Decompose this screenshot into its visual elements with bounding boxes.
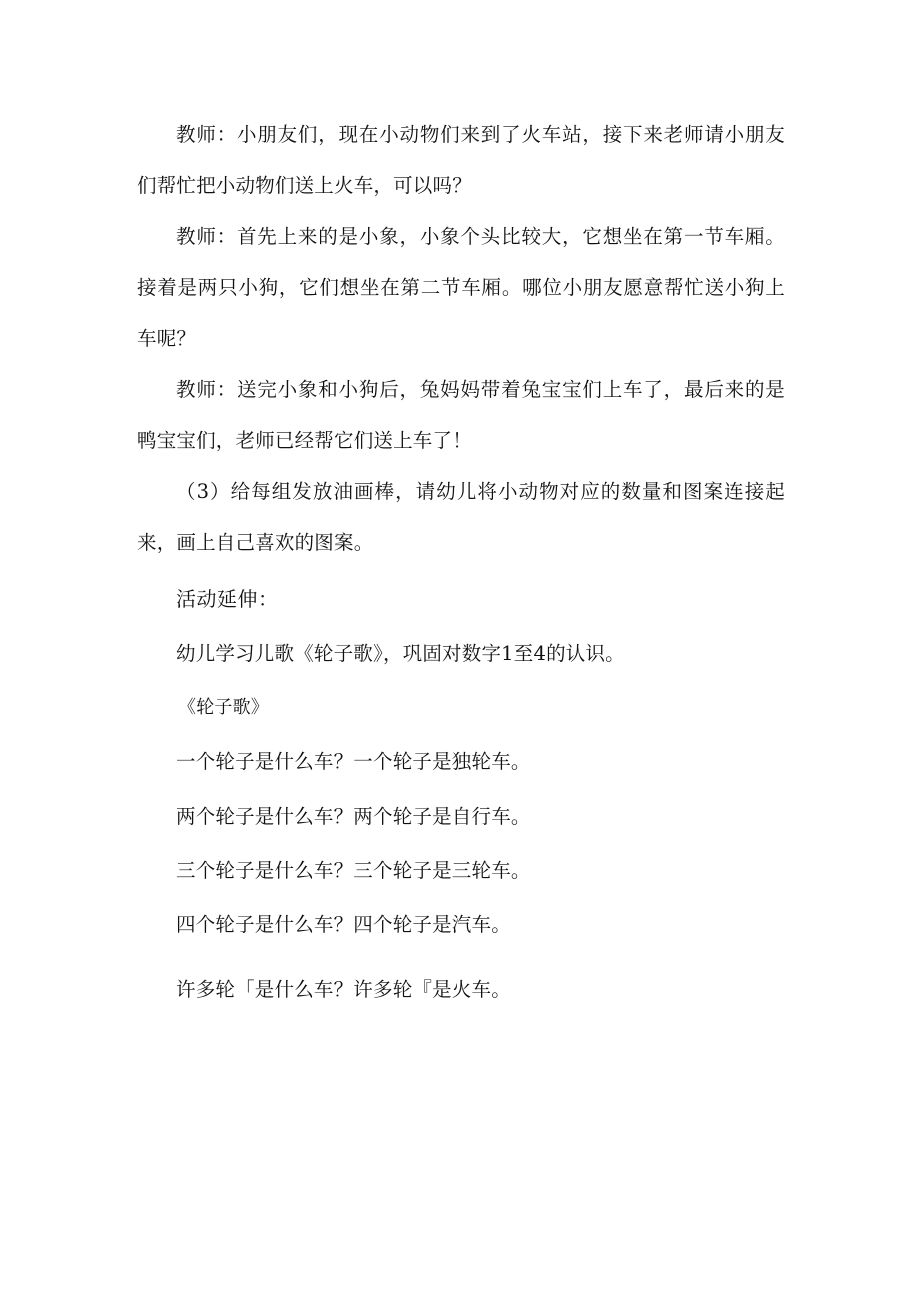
song-verse-3: 三个轮子是什么车？三个轮子是三轮车。 (176, 859, 531, 882)
paragraph-teacher-rabbit-duck: 教师：送完小象和小狗后，兔妈妈带着兔宝宝们上车了，最后来的是鸭宝宝们，老师已经帮它们送上车了！ (137, 378, 785, 452)
paragraph-step-3: （3）给每组发放油画棒，请幼儿将小动物对应的数量和图案连接起来，画上自己喜欢的图案。 (137, 480, 785, 554)
song-verse-1: 一个轮子是什么车？一个轮子是独轮车。 (176, 750, 531, 773)
section-heading-extension: 活动延伸： (176, 587, 279, 611)
song-verse-2: 两个轮子是什么车？两个轮子是自行车。 (176, 805, 531, 828)
paragraph-teacher-intro: 教师：小朋友们，现在小动物们来到了火车站，接下来老师请小朋友们帮忙把小动物们送上火车，可以吗？ (137, 123, 785, 197)
extension-intro: 幼儿学习儿歌《轮子歌》，巩固对数字1至4的认识。 (176, 642, 625, 665)
song-title: 《轮子歌》 (178, 697, 269, 718)
paragraph-teacher-elephant-dog: 教师：首先上来的是小象，小象个头比较大，它想坐在第一节车厢。接着是两只小狗，它们想坐在第二节车厢。哪位小朋友愿意帮忙送小狗上车呢？ (137, 225, 785, 350)
song-verse-5: 许多轮「是什么车？许多轮『是火车。 (176, 978, 511, 1001)
song-verse-4: 四个轮子是什么车？四个轮子是汽车。 (176, 913, 511, 936)
